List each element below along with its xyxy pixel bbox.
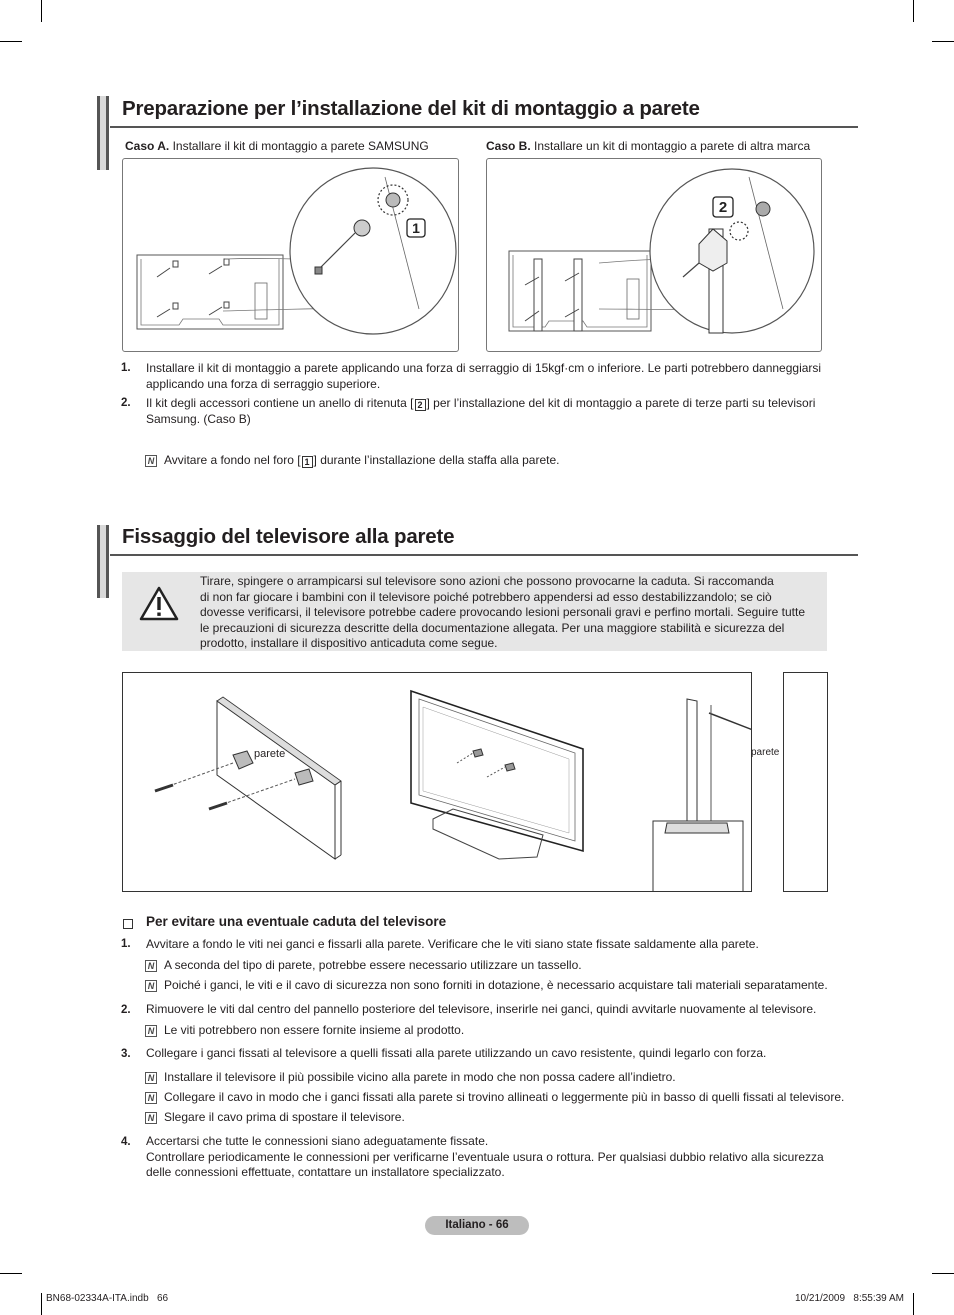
badge-a: 1 <box>412 220 420 236</box>
note-text: Le viti potrebbero non essere fornite insieme al prodotto. <box>164 1023 465 1037</box>
note-icon: N <box>145 455 157 467</box>
checkbox-bullet-icon <box>123 919 133 929</box>
crop-mark <box>0 1273 22 1274</box>
item-text: Il kit degli accessori contiene un anello di ritenuta [ 2 ] per l’installazione del kit di montaggio a parete di terze parti su televisori Samsung. (Caso B) <box>146 396 816 426</box>
print-timestamp: 10/21/2009 8:55:39 AM <box>795 1293 904 1304</box>
page-number: Italiano - 66 <box>425 1216 529 1235</box>
ring-box: 2 <box>415 399 426 411</box>
crop-mark <box>41 0 42 22</box>
step-number: 4. <box>121 1136 131 1148</box>
note-text: Poiché i ganci, le viti e il cavo di sicurezza non sono forniti in dotazione, è necessario acquistare tali materiali separatamente. <box>164 978 828 992</box>
wall-mount-illustration-a <box>123 159 459 352</box>
section-bar <box>97 96 109 170</box>
parete-label: parete <box>751 747 780 758</box>
step-number: 2. <box>121 1004 131 1016</box>
figure-caso-a <box>122 158 459 352</box>
note-text: A seconda del tipo di parete, potrebbe essere necessario utilizzare un tassello. <box>164 958 582 972</box>
step-text: Rimuovere le viti dal centro del pannello posteriore del televisore, inserirle nei ganci, quindi avvitarle nuovamente al televisore. <box>146 1002 817 1016</box>
step-number: 1. <box>121 938 131 950</box>
step-text: Collegare i ganci fissati al televisore a quelli fissati alla parete utilizzando un cavo resistente, quindi legarlo con forza. <box>146 1046 767 1060</box>
note-text: Avvitare a fondo nel foro [ 1 ] durante l’installazione della staffa alla parete. <box>164 453 560 467</box>
step-number: 3. <box>121 1048 131 1060</box>
section-bar <box>97 525 109 598</box>
parete-label: parete <box>254 748 286 760</box>
crop-mark <box>913 1293 914 1315</box>
crop-mark <box>932 41 954 42</box>
crop-mark <box>913 0 914 22</box>
section-rule <box>110 126 858 128</box>
hole-box: 1 <box>302 456 313 468</box>
figure-anti-fall <box>122 672 752 892</box>
note-icon: N <box>145 960 157 972</box>
note-icon: N <box>145 1025 157 1037</box>
note-text: Collegare il cavo in modo che i ganci fissati alla parete si trovino allineati o leggermente più in basso di quelli fissati al televisore. <box>164 1090 845 1104</box>
badge-b: 2 <box>718 199 728 216</box>
step-text: Avvitare a fondo le viti nei ganci e fissarli alla parete. Verificare che le viti siano state fissate saldamente alla parete. <box>146 937 759 951</box>
caso-a-label: Caso A. Installare il kit di montaggio a parete SAMSUNG <box>125 139 429 153</box>
figure-caso-b <box>486 158 822 352</box>
section-title: Preparazione per l’installazione del kit di montaggio a parete <box>122 97 700 120</box>
note-text: Slegare il cavo prima di spostare il televisore. <box>164 1110 405 1124</box>
crop-mark <box>0 41 22 42</box>
note-text: Installare il televisore il più possibile vicino alla parete in modo che non possa cadere all’indietro. <box>164 1070 676 1084</box>
sub-heading: Per evitare una eventuale caduta del televisore <box>146 914 447 929</box>
note-icon: N <box>145 1112 157 1124</box>
file-name: BN68-02334A-ITA.indb 66 <box>46 1293 169 1304</box>
section-rule <box>110 554 858 556</box>
item-text: Installare il kit di montaggio a parete applicando una forza di serraggio di 15kgf·cm o inferiore. Le parti potrebbero danneggiarsi applicando una forza di serraggio superiore. <box>146 361 822 391</box>
note-icon: N <box>145 980 157 992</box>
item-number: 2. <box>121 397 131 409</box>
note-icon: N <box>145 1092 157 1104</box>
warning-text: Tirare, spingere o arrampicarsi sul televisore sono azioni che possono provocarne la caduta. Si raccomanda di non far giocare i bambini con il televisore poiché potrebbero appendersi ad esso destabilizzandolo; se ciò dovesse verificarsi, il televisore potrebbe cadere provocando lesioni personali gravi e perfino mortali. Seguire tutte le precauzioni di sicurezza descritte della documentazione allegata. Per una maggiore stabilità e sicurezza del prodotto, installare il dispositivo anticaduta come segue. <box>200 574 805 650</box>
step-text: Accertarsi che tutte le connessioni siano adeguatamente fissate. Controllare periodicamente le connessioni per verificarne l’eventuale usura o rottura. Per qualsiasi dubbio relativo alla sicurezza delle connessioni effettuate, contattare un installatore specializzato. <box>146 1134 824 1179</box>
note-icon: N <box>145 1072 157 1084</box>
anti-fall-illustration <box>123 673 752 892</box>
warning-icon <box>139 586 179 622</box>
wall-mount-illustration-b <box>487 159 822 352</box>
crop-mark <box>932 1273 954 1274</box>
section-title: Fissaggio del televisore alla parete <box>122 525 455 548</box>
crop-mark <box>41 1293 42 1315</box>
caso-b-label: Caso B. Installare un kit di montaggio a parete di altra marca <box>486 139 811 153</box>
figure-wall-side <box>783 672 828 892</box>
item-number: 1. <box>121 362 131 374</box>
